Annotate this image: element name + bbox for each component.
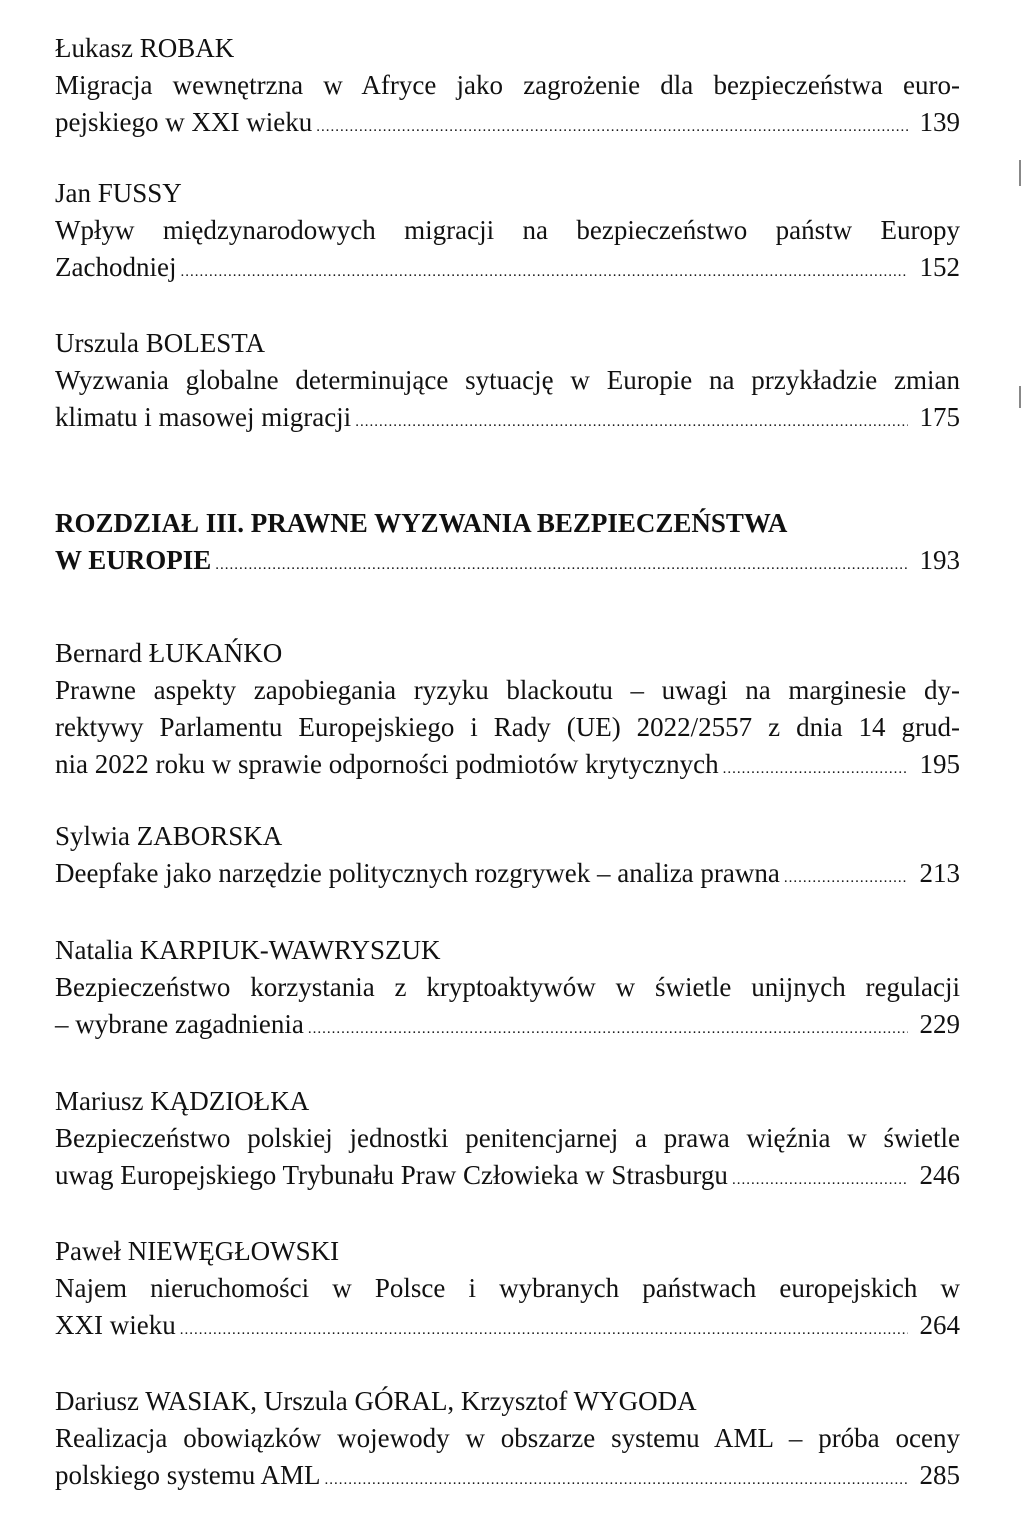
dot-leader [784,860,908,897]
entry-title-last-line [55,249,960,291]
page-number: 229 [919,1009,960,1039]
toc-entry [55,818,960,897]
entry-title-text: pejskiego w XXI wieku [55,107,313,137]
entry-title-line: Bezpieczeństwo polskiej jednostki penitencjarnej a prawa więźnia w świetle [55,1123,960,1153]
toc-entry [55,325,960,441]
entry-title-text: XXI wieku [55,1310,176,1340]
entry-title-text: Deepfake jako narzędzie politycznych rozgrywek – analiza prawna [55,858,780,888]
entry-title-line: Najem nieruchomości w Polsce i wybranych państwach europejskich w [55,1273,960,1303]
chapter-title-last-line [55,542,960,584]
dot-leader [180,1312,908,1349]
chapter-heading [55,505,960,584]
entry-title-line: Prawne aspekty zapobiegania ryzyku blackoutu – uwagi na marginesie dy- [55,675,960,705]
entry-title-text: polskiego systemu AML [55,1460,321,1490]
toc-entry [55,1383,960,1499]
page-number: 285 [919,1460,960,1490]
dot-leader [355,404,908,441]
entry-author: Bernard ŁUKAŃKO [55,638,283,668]
entry-author: Dariusz WASIAK, Urszula GÓRAL, Krzysztof WYGODA [55,1386,697,1416]
entry-title-line: Realizacja obowiązków wojewody w obszarze systemu AML – próba oceny [55,1423,960,1453]
page-number: 264 [919,1310,960,1340]
scan-edge-mark [1019,160,1021,186]
entry-title-line: Migracja wewnętrzna w Afryce jako zagrożenie dla bezpieczeństwa euro- [55,70,960,100]
scan-edge-mark [1019,386,1021,408]
dot-leader [325,1462,908,1499]
entry-author: Mariusz KĄDZIOŁKA [55,1086,310,1116]
page-number: 246 [919,1160,960,1190]
dot-leader [215,547,908,584]
page-number: 193 [919,545,960,575]
entry-title-text: Zachodniej [55,252,177,282]
entry-title-text: nia 2022 roku w sprawie odporności podmiotów krytycznych [55,749,719,779]
entry-title-text: klimatu i masowej migracji [55,402,352,432]
entry-title-text: – wybrane zagadnienia [55,1009,304,1039]
chapter-title-line: ROZDZIAŁ III. PRAWNE WYZWANIA BEZPIECZEŃSTWA [55,508,788,538]
toc-entry [55,1083,960,1199]
page-number: 195 [919,749,960,779]
entry-title-last-line [55,855,960,897]
dot-leader [316,109,908,146]
entry-title-last-line [55,1006,960,1048]
dot-leader [732,1162,908,1199]
page-number: 152 [919,252,960,282]
entry-author: Paweł NIEWĘGŁOWSKI [55,1236,340,1266]
entry-author: Sylwia ZABORSKA [55,821,283,851]
dot-leader [723,751,908,788]
page-number: 213 [919,858,960,888]
toc-entry [55,1233,960,1349]
entry-title-last-line [55,1457,960,1499]
entry-title-last-line [55,746,960,788]
entry-author: Łukasz ROBAK [55,33,235,63]
entry-title-line: Bezpieczeństwo korzystania z kryptoaktywów w świetle unijnych regulacji [55,972,960,1002]
toc-entry [55,635,960,788]
entry-title-last-line [55,104,960,146]
entry-title-last-line [55,399,960,441]
dot-leader [180,254,908,291]
entry-title-last-line [55,1157,960,1199]
toc-entry [55,932,960,1048]
dot-leader [308,1011,908,1048]
entry-author: Natalia KARPIUK-WAWRYSZUK [55,935,441,965]
entry-title-line: Wpływ międzynarodowych migracji na bezpieczeństwo państw Europy [55,215,960,245]
chapter-title-text: W EUROPIE [55,545,212,575]
entry-title-line: rektywy Parlamentu Europejskiego i Rady (UE) 2022/2557 z dnia 14 grud- [55,712,960,742]
entry-author: Urszula BOLESTA [55,328,266,358]
entry-title-line: Wyzwania globalne determinujące sytuację w Europie na przykładzie zmian [55,365,960,395]
toc-entry [55,175,960,291]
toc-entry [55,30,960,146]
entry-author: Jan FUSSY [55,178,182,208]
entry-title-last-line [55,1307,960,1349]
page-number: 175 [919,402,960,432]
page-number: 139 [919,107,960,137]
entry-title-text: uwag Europejskiego Trybunału Praw Człowieka w Strasburgu [55,1160,728,1190]
